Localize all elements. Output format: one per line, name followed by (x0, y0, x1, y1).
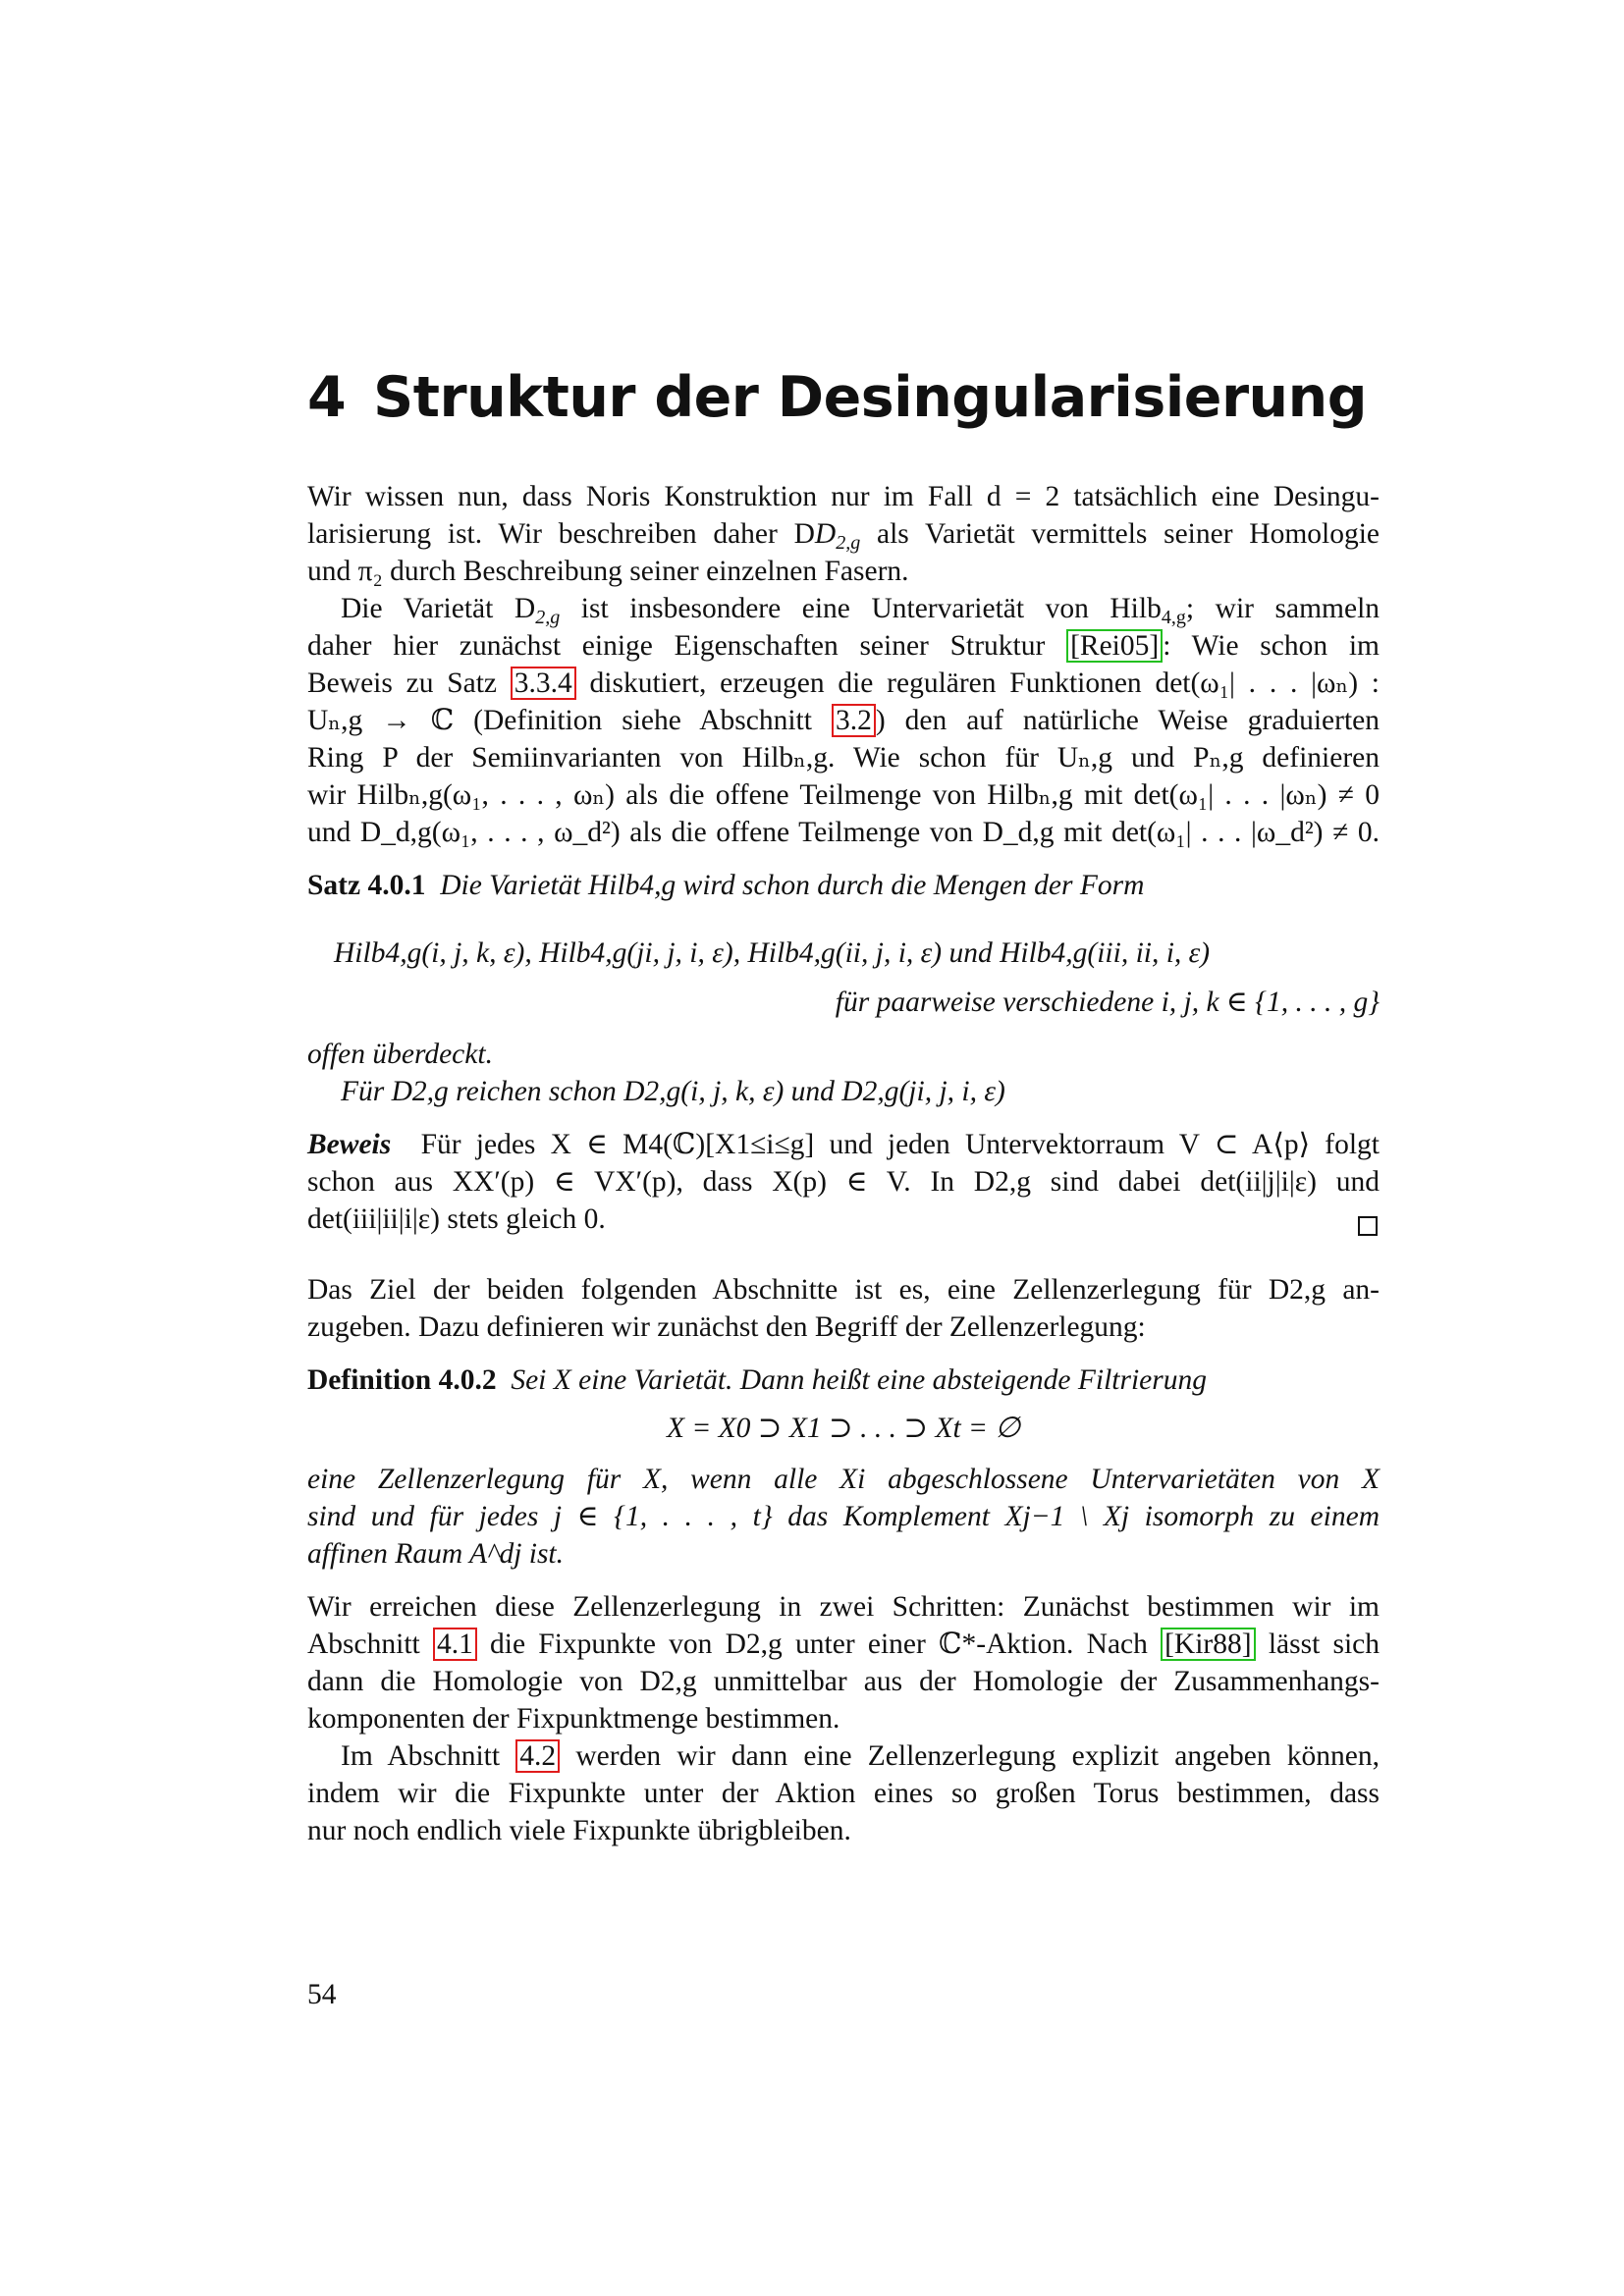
ref-link-satz-3-3-4[interactable]: 3.3.4 (511, 667, 576, 700)
intro-line: larisierung ist. Wir beschreiben daher $DD_{2,g}$ als Varietät vermittels seiner Homologie (307, 518, 1380, 554)
outro-line: nur noch endlich viele Fixpunkte übrigbleiben. (307, 1815, 851, 1846)
outro-line (307, 1737, 1380, 1775)
chapter-heading (307, 365, 1387, 430)
ziel-line: zugeben. Dazu definieren wir zunächst den Begriff der Zellenzerlegung: (307, 1311, 1146, 1343)
satz-line (307, 867, 1380, 904)
outro-line: indem wir die Fixpunkte unter der Aktion eines so großen Torus bestimmen, dass (307, 1778, 1380, 1809)
text-run: ; wir sammeln (1185, 593, 1380, 624)
ref-link-abschnitt-3-2[interactable]: 3.2 (832, 704, 876, 737)
definition-formula: X = X0 ⊃ X1 ⊃ . . . ⊃ Xt = ∅ (666, 1413, 1021, 1444)
ref-link-abschnitt-4-1[interactable]: 4.1 (433, 1628, 477, 1661)
text-run: ist insbesondere eine Untervarietät von Hilb (580, 593, 1162, 624)
intro-line (307, 702, 1380, 739)
satz-line: offen überdeckt. (307, 1039, 493, 1070)
outro-line: komponenten der Fixpunktmenge bestimmen. (307, 1703, 840, 1735)
satz-label: Satz 4.0.1 (307, 870, 426, 901)
beweis-line: schon aus XX′(p) ∈ VX′(p), dass X(p) ∈ V. In D2,g sind dabei det(ii|j|i|ε) und (307, 1166, 1380, 1198)
outro-line: dann die Homologie von D2,g unmittelbar aus der Homologie der Zusammenhangs- (307, 1666, 1380, 1697)
text-run: diskutiert, erzeugen die regulären Funktionen det(ω₁| . . . |ωₙ) : (575, 667, 1380, 699)
text-run: als Varietät vermittels seiner Homologie (876, 518, 1380, 550)
text-run: Für jedes X ∈ M4(ℂ)[X1≤i≤g] und jeden Untervektorraum V ⊂ A⟨p⟩ folgt (420, 1129, 1380, 1160)
qed-icon (1358, 1216, 1378, 1236)
beweis-line (307, 1126, 1380, 1163)
text-run: Beweis zu Satz (307, 667, 511, 699)
beweis-line: det(iii|ii|i|ε) stets gleich 0. (307, 1203, 606, 1235)
definition-line: eine Zellenzerlegung für X, wenn alle Xi abgeschlossene Untervarietäten von X (307, 1464, 1380, 1495)
text-run: werden wir dann eine Zellenzerlegung explizit angeben können, (560, 1740, 1380, 1772)
ziel-line: Das Ziel der beiden folgenden Abschnitte ist es, eine Zellenzerlegung für D2,g an- (307, 1274, 1380, 1306)
text-run: Die Varietät D (341, 593, 536, 624)
text-run: : Wie schon im (1163, 630, 1380, 662)
text-run: Im Abschnitt (341, 1740, 516, 1772)
text-run: Abschnitt (307, 1629, 433, 1660)
satz-line: Für D2,g reichen schon D2,g(i, j, k, ε) und D2,g(ji, j, i, ε) (341, 1076, 1005, 1107)
intro-line: und D_d,g(ω₁, . . . , ω_d²) als die offene Teilmenge von D_d,g mit det(ω₁| . . . |ω_d²) ≠ 0. (307, 817, 1380, 848)
definition-text: Sei X eine Varietät. Dann heißt eine absteigende Filtrierung (511, 1364, 1207, 1396)
ref-link-abschnitt-4-2[interactable]: 4.2 (515, 1739, 560, 1773)
intro-line: Die Varietät $D_{2,g}$ ist insbesondere eine Untervarietät von Hilb$_{4,g}$; wir sammeln (341, 593, 1380, 628)
page-number: 54 (307, 1979, 337, 2010)
intro-line: wir Hilbₙ,g(ω₁, . . . , ωₙ) als die offene Teilmenge von Hilbₙ,g mit det(ω₁| . . . |ωₙ) ≠ 0 (307, 779, 1380, 811)
chapter-number: 4 (307, 365, 347, 430)
intro-line: und π₂ durch Beschreibung seiner einzelnen Fasern. (307, 556, 909, 587)
text-run: daher hier zunächst einige Eigenschaften seiner Struktur (307, 630, 1067, 662)
satz-formula-condition: für paarweise verschiedene i, j, k ∈ {1, . . . , g} (835, 987, 1380, 1018)
text-run: lässt sich (1255, 1629, 1380, 1660)
intro-line: Wir wissen nun, dass Noris Konstruktion nur im Fall d = 2 tatsächlich eine Desingu- (307, 481, 1380, 512)
definition-line: affinen Raum A^dj ist. (307, 1538, 565, 1570)
text-run: die Fixpunkte von D2,g unter einer ℂ*-Aktion. Nach (476, 1629, 1162, 1660)
definition-line (307, 1362, 1380, 1399)
definition-label: Definition 4.0.2 (307, 1364, 497, 1396)
outro-line: Wir erreichen diese Zellenzerlegung in zwei Schritten: Zunächst bestimmen wir im (307, 1591, 1380, 1623)
intro-line: Ring P der Semiinvarianten von Hilbₙ,g. Wie schon für Uₙ,g und Pₙ,g definieren (307, 742, 1380, 774)
text-run: Uₙ,g → ℂ (Definition siehe Abschnitt (307, 705, 832, 736)
definition-line: sind und für jedes j ∈ {1, . . . , t} das Komplement Xj−1 \ Xj isomorph zu einem (307, 1501, 1380, 1532)
citation-link-kir88[interactable]: [Kir88] (1161, 1628, 1255, 1661)
intro-line (307, 627, 1380, 665)
satz-formula: Hilb4,g(i, j, k, ε), Hilb4,g(ji, j, i, ε), Hilb4,g(ii, j, i, ε) und Hilb4,g(iii, ii, i, ε) (334, 937, 1211, 969)
citation-link-rei05[interactable]: [Rei05] (1066, 629, 1163, 663)
text-run: ) den auf natürliche Weise graduierten (875, 705, 1380, 736)
beweis-label: Beweis (307, 1129, 392, 1160)
intro-line (307, 665, 1380, 702)
satz-text: Die Varietät Hilb4,g wird schon durch die Mengen der Form (440, 870, 1145, 901)
chapter-title: Struktur der Desingularisierung (373, 365, 1368, 430)
text-run: larisierung ist. Wir beschreiben daher D (307, 518, 815, 550)
outro-line (307, 1626, 1380, 1663)
